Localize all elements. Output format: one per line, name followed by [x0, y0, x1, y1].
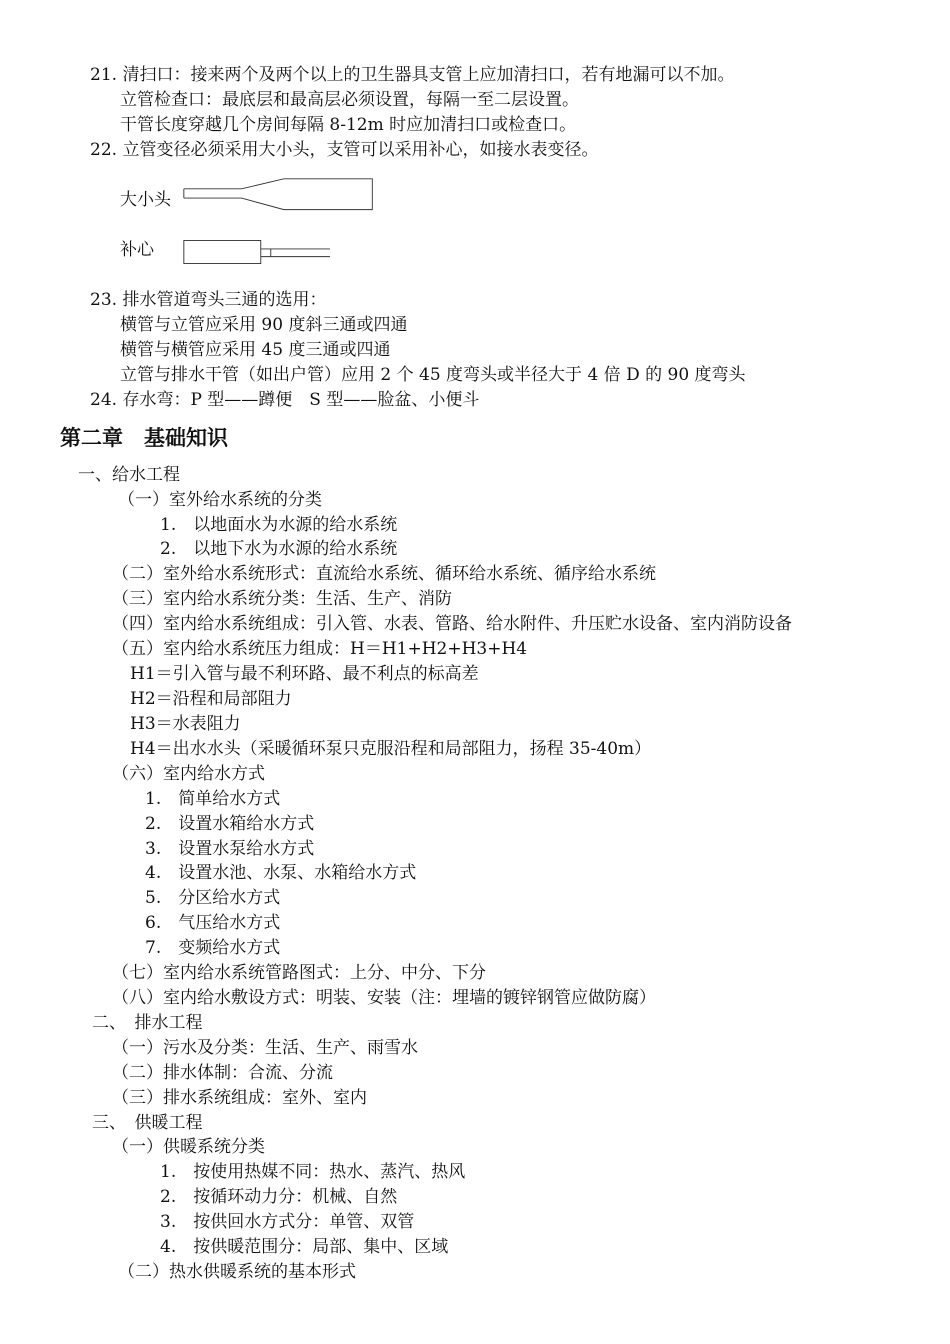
drain-sub-1: （一）污水及分类：生活、生产、雨雪水	[112, 1038, 418, 1058]
bushing-label: 补心	[120, 240, 154, 260]
section-water-supply: 一、给水工程	[78, 465, 180, 485]
water-sub-6: （六）室内给水方式	[112, 764, 265, 784]
supply-mode-6: 6. 气压给水方式	[145, 913, 281, 933]
heat-sub-1: （一）供暖系统分类	[112, 1137, 265, 1157]
heat-class-2: 2. 按循环动力分：机械、自然	[160, 1187, 398, 1207]
chapter-heading: 第二章 基础知识	[60, 426, 228, 450]
supply-mode-2: 2. 设置水箱给水方式	[145, 814, 315, 834]
water-sub-7: （七）室内给水系统管路图式：上分、中分、下分	[112, 963, 486, 983]
heat-sub-2: （二）热水供暖系统的基本形式	[118, 1262, 356, 1282]
supply-mode-4: 4. 设置水池、水泵、水箱给水方式	[145, 863, 417, 883]
water-sub-1-item-2: 2. 以地下水为水源的给水系统	[160, 539, 398, 559]
drain-sub-2: （二）排水体制：合流、分流	[112, 1063, 333, 1083]
pressure-h1: H1＝引入管与最不利环路、最不利点的标高差	[130, 664, 479, 684]
drain-sub-3: （三）排水系统组成：室外、室内	[112, 1088, 367, 1108]
water-sub-5: （五）室内给水系统压力组成：H＝H1+H2+H3+H4	[112, 639, 528, 659]
water-sub-8: （八）室内给水敷设方式：明装、安装（注：埋墙的镀锌钢管应做防腐）	[112, 988, 656, 1008]
water-sub-4: （四）室内给水系统组成：引入管、水表、管路、给水附件、升压贮水设备、室内消防设备	[112, 614, 792, 634]
supply-mode-1: 1. 简单给水方式	[145, 789, 281, 809]
item-21-riser-inspection: 立管检查口：最底层和最高层必须设置，每隔一至二层设置。	[120, 90, 579, 110]
section-drainage: 二、 排水工程	[92, 1013, 203, 1033]
reducer-label: 大小头	[120, 190, 171, 210]
item-22: 22. 立管变径必须采用大小头，支管可以采用补心，如接水表变径。	[90, 140, 599, 160]
bushing-diagram	[180, 232, 380, 272]
item-23-c: 立管与排水干管（如出户管）应用 2 个 45 度弯头或半径大于 4 倍 D 的 90 度弯头	[120, 365, 746, 385]
pressure-h3: H3＝水表阻力	[130, 714, 241, 734]
supply-mode-3: 3. 设置水泵给水方式	[145, 839, 315, 859]
pressure-h4: H4＝出水水头（采暖循环泵只克服沿程和局部阻力，扬程 35-40m）	[130, 739, 652, 759]
water-sub-3: （三）室内给水系统分类：生活、生产、消防	[112, 589, 452, 609]
water-sub-1: （一）室外给水系统的分类	[118, 490, 322, 510]
pressure-h2: H2＝沿程和局部阻力	[130, 689, 292, 709]
heat-class-4: 4. 按供暖范围分：局部、集中、区域	[160, 1237, 449, 1257]
heat-class-1: 1. 按使用热媒不同：热水、蒸汽、热风	[160, 1162, 466, 1182]
item-23-b: 横管与横管应采用 45 度三通或四通	[120, 340, 391, 360]
water-sub-1-item-1: 1. 以地面水为水源的给水系统	[160, 515, 398, 535]
item-21-main-pipe: 干管长度穿越几个房间每隔 8-12m 时应加清扫口或检查口。	[120, 115, 577, 135]
reducer-diagram	[180, 170, 380, 220]
water-sub-2: （二）室外给水系统形式：直流给水系统、循环给水系统、循序给水系统	[112, 564, 656, 584]
item-24: 24. 存水弯：P 型——蹲便 S 型——脸盆、小便斗	[90, 390, 480, 410]
section-heating: 三、 供暖工程	[92, 1113, 203, 1133]
supply-mode-5: 5. 分区给水方式	[145, 888, 281, 908]
supply-mode-7: 7. 变频给水方式	[145, 938, 281, 958]
item-23: 23. 排水管道弯头三通的选用：	[90, 290, 327, 310]
item-23-a: 横管与立管应采用 90 度斜三通或四通	[120, 315, 408, 335]
heat-class-3: 3. 按供回水方式分：单管、双管	[160, 1212, 415, 1232]
item-21: 21. 清扫口：接来两个及两个以上的卫生器具支管上应加清扫口，若有地漏可以不加。	[90, 65, 735, 85]
